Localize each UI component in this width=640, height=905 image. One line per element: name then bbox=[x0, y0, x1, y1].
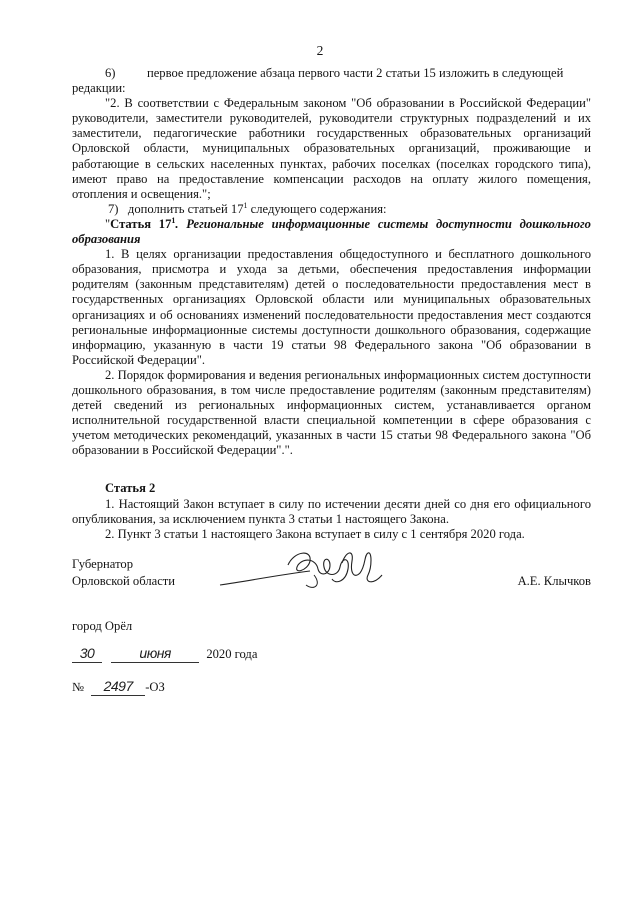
signing-date bbox=[72, 645, 257, 665]
item-7-intro: 7) дополнить статьей $17^1$ следующего содержания: bbox=[108, 200, 387, 216]
article-17-1-heading: "Статья $17^1$. Региональные информационные системы доступности дошкольного образования bbox=[72, 215, 591, 247]
document-body bbox=[72, 66, 591, 542]
article-2-heading: Статья 2 bbox=[105, 481, 156, 496]
article-2-part-1: 1. Настоящий Закон вступает в силу по истечении десяти дней со дня его официального опубликования, за исключением пункта 3 статьи 1 настоящего Закона. bbox=[72, 496, 591, 526]
spacer bbox=[72, 458, 591, 481]
date-day: 30 bbox=[79, 645, 95, 661]
handwritten-signature bbox=[218, 545, 388, 595]
signatory-position: Губернатор Орловской области bbox=[72, 557, 176, 588]
article-17-1-part-1: 1. В целях организации предоставления общедоступного и бесплатного дошкольного образования, присмотра и ухода за детьми, обеспечения предоставления информации родителям (законным представителям) детей о последовательности предоставления мест в государственных организациях Орловской области или муниципальных образовательных организациях и об основаниях изменений последовательности предоставления мест создаются региональные информационные системы доступности дошкольного образования, содержащие информацию, указанную в части 19 статьи 98 Федерального закона "Об образовании в Российской Федерации". bbox=[72, 247, 591, 367]
item-6-intro-cont: редакции: bbox=[72, 81, 126, 96]
article-2-part-2: 2. Пункт 3 статьи 1 настоящего Закона вступает в силу с 1 сентября 2020 года. bbox=[105, 526, 525, 541]
place-of-signing: город Орёл bbox=[72, 619, 133, 633]
date-year: 2020 года bbox=[206, 647, 258, 661]
item-6-quote: "2. В соответствии с Федеральным законом "Об образовании в Российской Федерации" руководители, заместители руководителей, руководители структурных подразделений и их заместители, педагогические работники государственных образовательных организаций Орловской области, муниципальных образовательных организаций, проживающие и работающие в сельских населенных пунктах, рабочих поселках (поселках городского типа), имеют право на предоставление компенсации расходов на оплату жилого помещения, отопления и освещения."; bbox=[72, 96, 591, 201]
signatory-name: А.Е. Клычков bbox=[517, 574, 591, 588]
page-number: 2 bbox=[316, 43, 324, 58]
item-6-intro: 6) первое предложение абзаца первого части 2 статьи 15 изложить в следующей bbox=[105, 66, 564, 80]
law-number-value: 2497 bbox=[103, 678, 133, 694]
article-17-1-part-2: 2. Порядок формирования и ведения региональных информационных систем доступности дошкольного образования, в том числе предоставление родителям (законным представителям) детей сведений из региональных информационных систем, устанавливается органом исполнительной государственной власти специальной компетенции в сфере образования с учетом методических рекомендаций, указанных в части 15 статьи 98 Федерального закона "Об образовании в Российской Федерации".". bbox=[72, 367, 591, 458]
law-number: № 2497 -ОЗ bbox=[72, 678, 165, 694]
date-month: июня bbox=[139, 645, 171, 661]
